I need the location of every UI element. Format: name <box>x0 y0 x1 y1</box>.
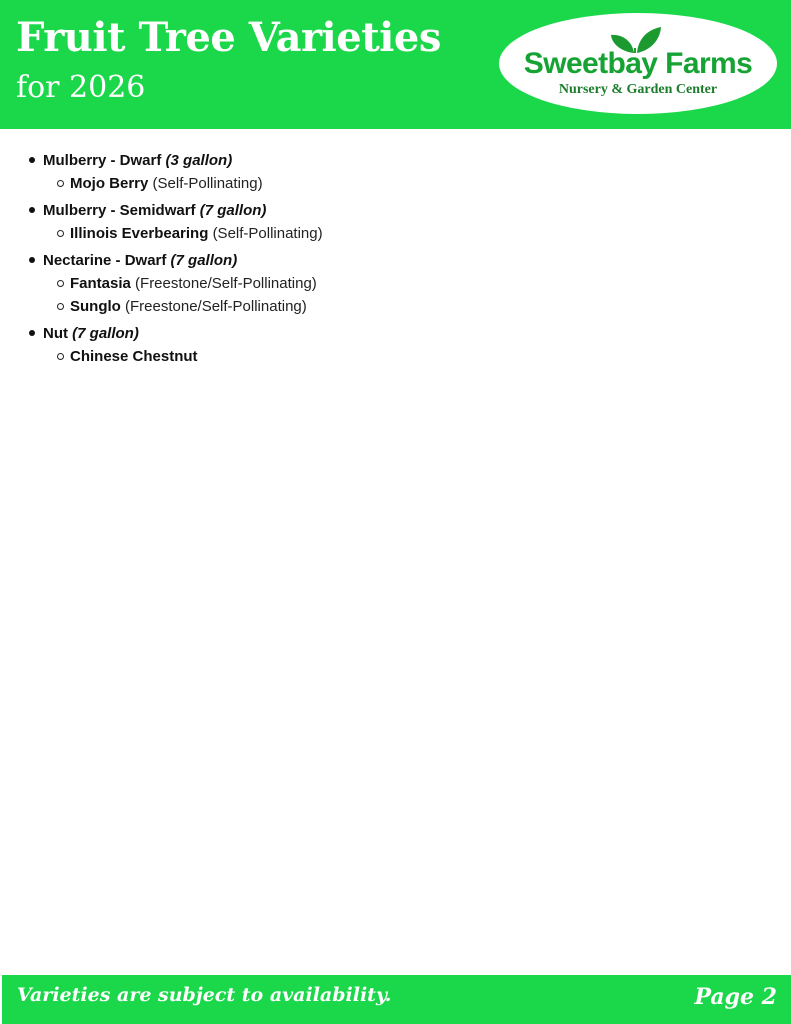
variety-name: Mojo Berry <box>70 175 149 192</box>
page-subtitle: for 2026 <box>16 70 146 105</box>
logo-name: Sweetbay Farms <box>523 47 753 80</box>
variety-item <box>43 296 728 317</box>
page-title: Fruit Tree Varieties <box>16 14 441 61</box>
variety-name: Fantasia <box>70 275 131 292</box>
page-footer <box>2 975 791 1024</box>
category-name: Nectarine - Dwarf <box>43 252 167 269</box>
category-size: (7 gallon) <box>170 252 238 269</box>
variety-item <box>43 273 728 294</box>
category-name: Nut <box>43 325 68 342</box>
category-name: Mulberry - Dwarf <box>43 152 162 169</box>
category-mulberry-semidwarf <box>28 200 728 244</box>
page-number: Page 2 <box>694 984 777 1010</box>
category-nut <box>28 323 728 367</box>
category-name: Mulberry - Semidwarf <box>43 202 196 219</box>
variety-item <box>43 223 728 244</box>
availability-note: Varieties are subject to availability. <box>17 984 392 1006</box>
variety-item <box>43 346 728 367</box>
variety-name: Illinois Everbearing <box>70 225 209 242</box>
variety-list <box>28 150 728 373</box>
category-size: (7 gallon) <box>72 325 139 342</box>
variety-name: Sunglo <box>70 298 121 315</box>
logo-tagline: Nursery & Garden Center <box>558 82 718 97</box>
page-header <box>0 0 791 129</box>
variety-note: (Freestone/Self-Pollinating) <box>135 275 317 292</box>
category-size: (7 gallon) <box>199 202 267 219</box>
category-size: (3 gallon) <box>165 152 233 169</box>
variety-note: (Self-Pollinating) <box>212 225 323 242</box>
category-mulberry-dwarf <box>28 150 728 194</box>
variety-note: (Freestone/Self-Pollinating) <box>125 298 307 315</box>
variety-name: Chinese Chestnut <box>70 348 198 365</box>
category-nectarine-dwarf <box>28 250 728 317</box>
variety-note: (Self-Pollinating) <box>152 175 263 192</box>
sweetbay-farms-logo <box>499 13 777 114</box>
variety-item <box>43 173 728 194</box>
